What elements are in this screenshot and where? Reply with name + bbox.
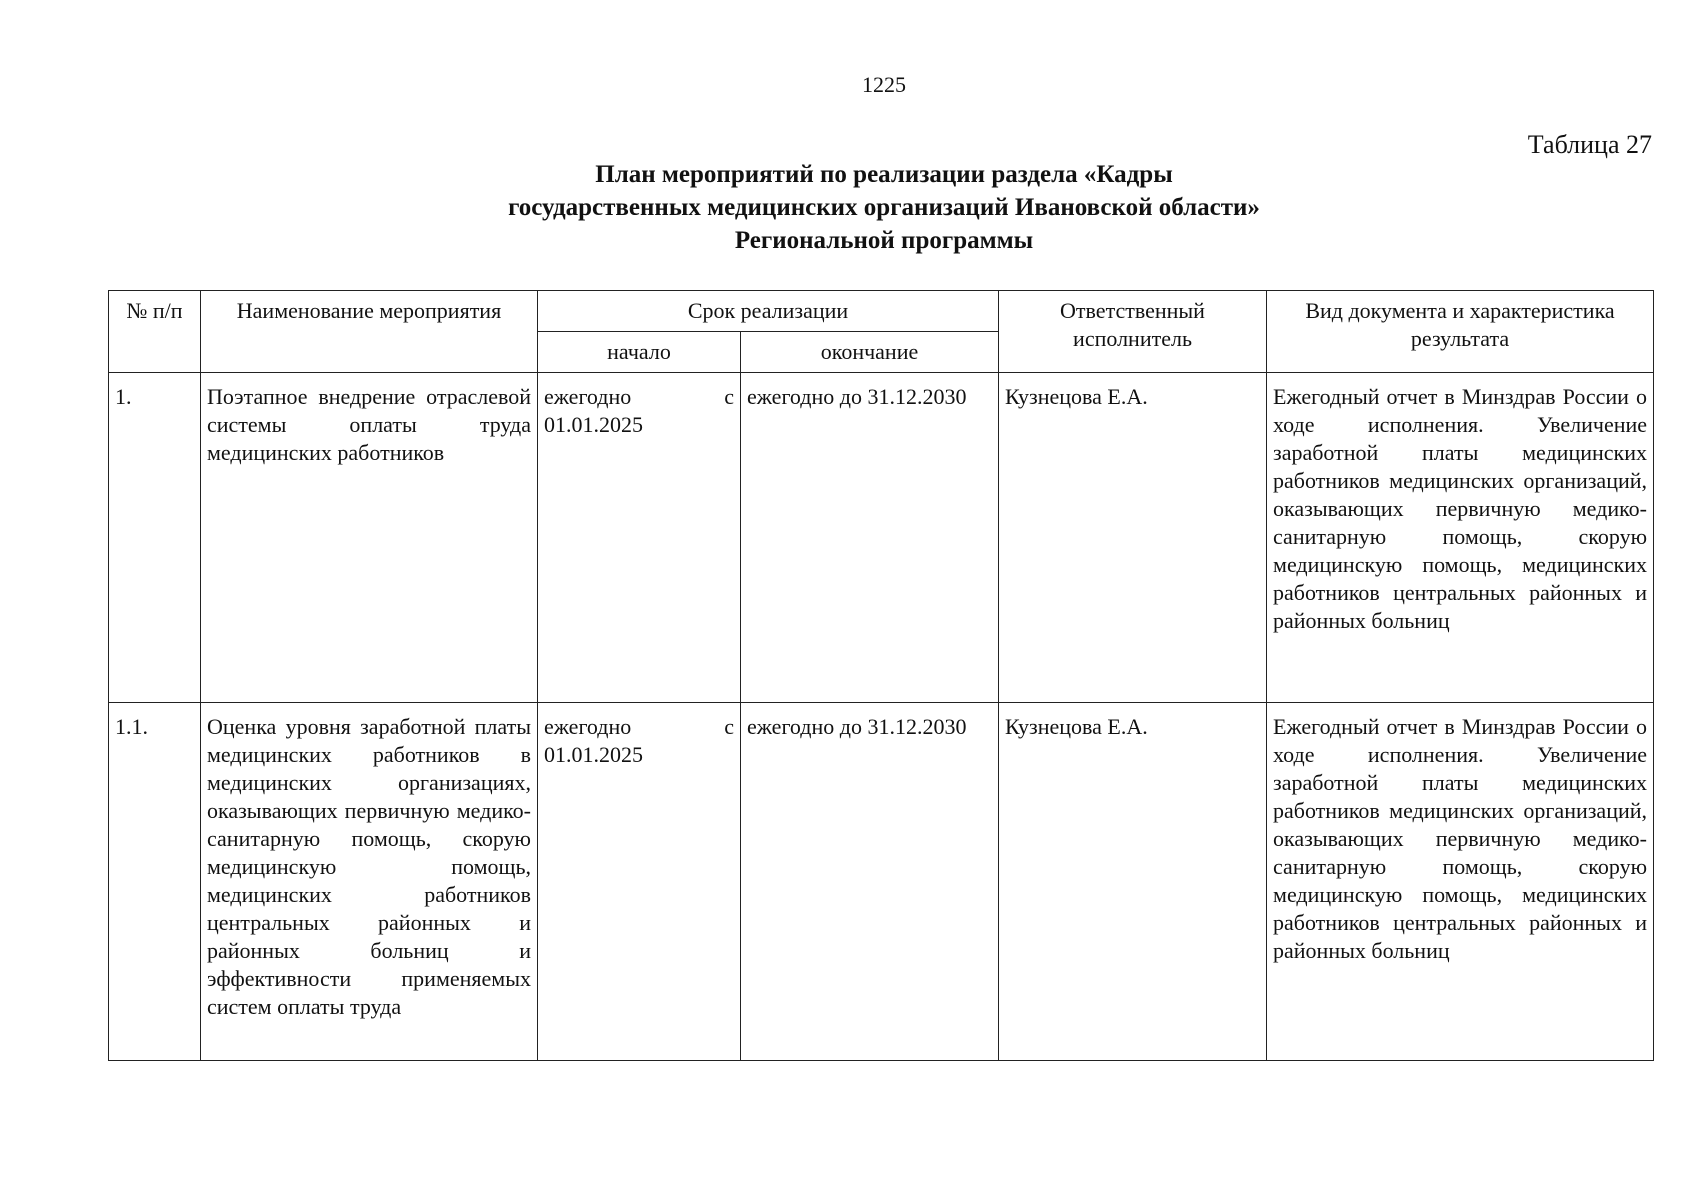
header-result: Вид документа и характеристика результата [1267, 291, 1654, 373]
document-title [0, 158, 1697, 257]
cell-end: ежегодно до 31.12.2030 [741, 703, 999, 1061]
table-row [109, 703, 1654, 1061]
cell-start: ежегодно с 01.01.2025 [538, 703, 741, 1061]
header-period: Срок реализации [538, 291, 999, 332]
header-end: окончание [741, 332, 999, 373]
cell-num: 1.1. [109, 703, 201, 1061]
header-responsible: Ответственный исполнитель [999, 291, 1267, 373]
cell-num: 1. [109, 373, 201, 703]
plan-table [108, 290, 1654, 1061]
title-line-3: Региональной программы [734, 227, 1034, 254]
cell-name: Поэтапное внедрение отраслевой системы оплаты труда медицинских работников [201, 373, 538, 703]
page-number: 1225 [862, 72, 906, 97]
cell-responsible: Кузнецова Е.А. [999, 703, 1267, 1061]
cell-result: Ежегодный отчет в Минздрав России о ходе исполнения. Увеличение заработной платы медицинских работников медицинских организаций, оказывающих первичную медико-санитарную помощь, скорую медицинскую помощь, медицинских работников центральных районных и районных больниц [1267, 373, 1654, 703]
cell-responsible: Кузнецова Е.А. [999, 373, 1267, 703]
table-row [109, 373, 1654, 703]
table-label: Таблица 27 [1527, 130, 1652, 159]
cell-name: Оценка уровня заработной платы медицинских работников в медицинских организациях, оказывающих первичную медико-санитарную помощь, скорую медицинскую помощь, медицинских работников центральных районных и районных больниц и эффективности применяемых систем оплаты труда [201, 703, 538, 1061]
title-line-2: государственных медицинских организаций Ивановской области» [508, 194, 1260, 221]
header-start: начало [538, 332, 741, 373]
cell-result: Ежегодный отчет в Минздрав России о ходе исполнения. Увеличение заработной платы медицинских работников медицинских организаций, оказывающих первичную медико-санитарную помощь, скорую медицинскую помощь, медицинских работников центральных районных и районных больниц [1267, 703, 1654, 1061]
title-line-1: План мероприятий по реализации раздела «Кадры [595, 161, 1173, 188]
header-num: № п/п [109, 291, 201, 373]
cell-end: ежегодно до 31.12.2030 [741, 373, 999, 703]
table-header [109, 291, 1654, 373]
table-body [109, 373, 1654, 1061]
header-name: Наименование мероприятия [201, 291, 538, 373]
cell-start: ежегодно с 01.01.2025 [538, 373, 741, 703]
